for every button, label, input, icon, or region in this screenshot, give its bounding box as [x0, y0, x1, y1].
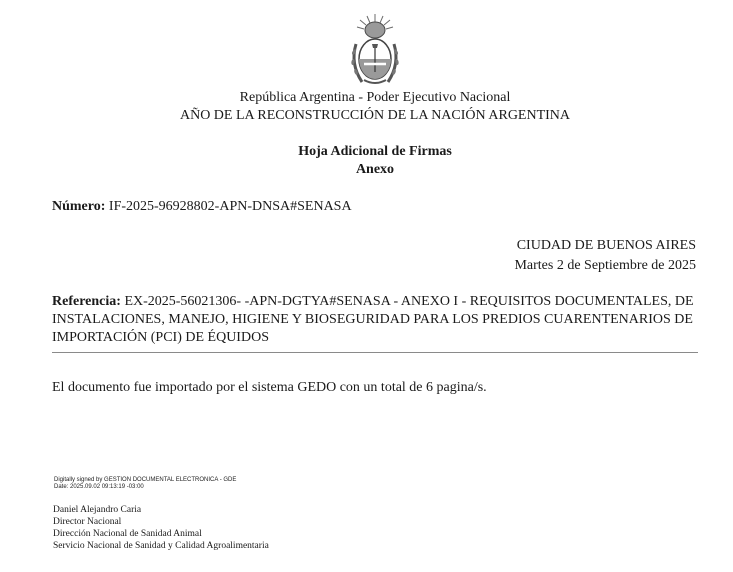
document-date: Martes 2 de Septiembre de 2025 — [514, 258, 696, 273]
signer-office: Dirección Nacional de Sanidad Animal — [53, 529, 202, 539]
digital-signature-signed-by: Digitally signed by GESTION DOCUMENTAL ELECTRONICA - GDE — [54, 477, 237, 483]
reference-label: Referencia: — [52, 294, 121, 309]
body-text: El documento fue importado por el sistema GEDO con un total de 6 pagina/s. — [52, 380, 487, 395]
reference — [52, 293, 702, 347]
document-number-label: Número: — [52, 199, 106, 214]
reference-value: EX-2025-56021306- -APN-DGTYA#SENASA - ANEXO I - REQUISITOS DOCUMENTALES, DE INSTALACIONES, MANEJO, HIGIENE Y BIOSEGURIDAD PARA LOS PREDIOS CUARENTENARIOS DE IMPORTACIÓN (PCI) DE ÉQUIDOS — [52, 294, 694, 345]
digital-signature-stamp — [54, 477, 236, 491]
document-subtitle: Anexo — [355, 162, 395, 177]
document-number-value: IF-2025-96928802-APN-DNSA#SENASA — [108, 199, 352, 214]
argentine-coat-of-arms-icon — [348, 12, 402, 90]
document-title: Hoja Adicional de Firmas — [298, 144, 452, 159]
city: CIUDAD DE BUENOS AIRES — [516, 238, 696, 253]
document-number — [52, 199, 352, 215]
separator-line — [52, 352, 698, 353]
signer-name: Daniel Alejandro Caria — [53, 505, 142, 515]
signer-block — [53, 504, 269, 552]
digital-signature-date: Date: 2025.09.02 09:13:19 -03:00 — [54, 484, 144, 490]
header-government-line: República Argentina - Poder Ejecutivo Nacional — [239, 90, 511, 105]
signer-agency: Servicio Nacional de Sanidad y Calidad Agroalimentaria — [53, 541, 269, 551]
header-year-motto: AÑO DE LA RECONSTRUCCIÓN DE LA NACIÓN ARGENTINA — [179, 108, 571, 123]
signer-position: Director Nacional — [53, 517, 122, 527]
